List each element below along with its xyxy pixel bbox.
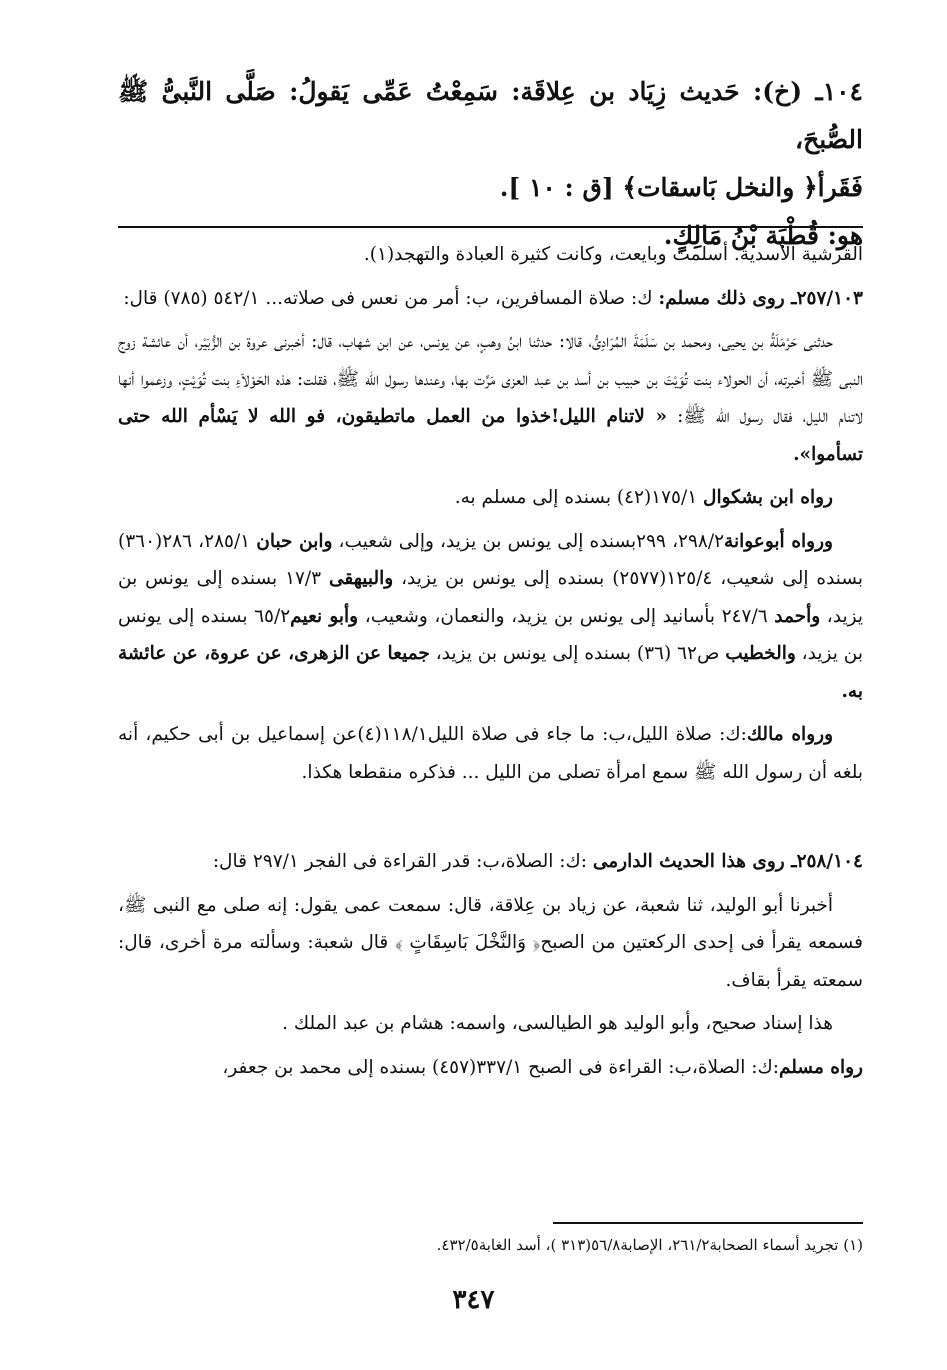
header-divider bbox=[118, 226, 863, 228]
paragraph-malik bbox=[118, 716, 863, 791]
source-name: ورواه مالك bbox=[746, 724, 834, 745]
source-name: وأحمد bbox=[774, 605, 821, 627]
paragraph-muslim-narration bbox=[118, 280, 863, 318]
footnote-divider bbox=[553, 1222, 863, 1224]
source-name: والخطيب bbox=[725, 643, 796, 664]
source-name: رواه ابن بشكوال bbox=[703, 487, 833, 508]
header-line-2: فَقَرأ﴿ والنخل بَاسقات﴾ [ق : ١٠ ]. bbox=[499, 173, 863, 202]
narration-source: ك: صلاة المسافرين، ب: أمر من نعس فى صلاته... ٥٤٢/١ (٧٨٥) قال: bbox=[123, 287, 659, 309]
narration-heading: ٢٥٨/١٠٤ـ روى هذا الحديث الدارمى bbox=[592, 851, 863, 872]
hadith-header bbox=[118, 68, 863, 260]
main-text bbox=[118, 236, 863, 1092]
narration-source: :ك: الصلاة،ب: قدر القراءة فى الفجر ٢٩٧/١ قال: bbox=[212, 851, 593, 872]
paragraph-other-sources bbox=[118, 523, 863, 711]
source-ref: ٢٩٨/٢، ٢٩٩بسنده إلى يونس بن يزيد، وإلى شعيب، bbox=[332, 530, 725, 552]
footnote: (١) تجريد أسماء الصحابة٢٦١/٢، الإصابة٥٦/٨(٣١٣ )، أسد الغابة٤٣٢/٥. bbox=[436, 1236, 863, 1254]
source-ref: ٢٤٧/٦ بأسانيد إلى يونس بن يزيد، والنعمان، وشعيب، bbox=[358, 605, 775, 627]
header-line-1: ١٠٤ـ (خ): حَديث زِيَاد بن عِلاقَة: سَمِعْتُ عَمِّى يَقولُ: صَلَّى النَّبىُّ ﷺ الصُّبحَ، bbox=[118, 77, 863, 154]
source-ref: ٢٨٥/١، ٢٨٦(٣٦٠) بسنده إلى شعيب، ١٢٥/٤(٢٥٧٧) بسنده إلى يونس بن يزيد، bbox=[118, 530, 864, 589]
source-name: وأبو نعيم bbox=[290, 605, 359, 627]
hadith-quote: « لاتنام الليل!خذوا من العمل ماتطيقون، فو الله لا يَسْأم الله حتى تسأموا». bbox=[118, 406, 863, 465]
hadith-chain: حدثنى حَرْمَلَةُ بن يحيى، ومحمد بن سَلَمَةَ المُرَادِىُّ، قالا: حدثنا ابنُ وهبٍ، عن يونس، عن ابن شهاب، قال: أخبرنى عروة بن الزُّبَيْر، أن عائشة زوج النبى ﷺ أخبرته، أن الحولاء بنت تُوَيْتَ بن حبيب بن أسد بن عبد العزى مَرَّت بها، وعندها رسول الله ﷺ، فقلت: هذه الحَوْلاَءِ بنت تُوَيْتٍ، وزعموا أنها لاتنام الليل، فقال رسول الله ﷺ: bbox=[118, 331, 863, 427]
paragraph-isnad-note: هذا إسناد صحيح، وأبو الوليد هو الطيالسى، واسمه: هشام بن عبد الملك . bbox=[282, 1013, 833, 1034]
source-name: ورواه أبوعوانة bbox=[724, 530, 833, 552]
paragraph-muslim-source bbox=[118, 1049, 863, 1087]
paragraph-hadith-text bbox=[118, 323, 863, 473]
source-ref: ص٦٢ (٣٦) بسنده إلى يونس بن يزيد، bbox=[429, 643, 726, 664]
header-line-3: هو: قُطْبَة بْنُ مَالِكٍ. bbox=[663, 221, 863, 250]
source-name: رواه مسلم bbox=[779, 1056, 863, 1078]
source-ref: ١٧/٣ بسنده إلى يونس بن يزيد، bbox=[118, 568, 863, 627]
source-name: والبيهقى bbox=[329, 568, 394, 589]
paragraph-darimi-narration bbox=[118, 843, 863, 881]
source-ref: ٦٥/٢ بسنده إلى يونس بن يزيد، bbox=[118, 605, 863, 664]
paragraph-darimi-text: أخبرنا أبو الوليد، ثنا شعبة، عن زياد بن عِلاقة، قال: سمعت عمى يقول: إنه صلى مع النبى ﷺ، فسمعه يقرأ فى إحدى الركعتين من الصبح﴿ وَالنَّخْلَ بَاسِقَاتٍ ﴾ قال شعبة: وسألته مرة أخرى، قال: سمعته يقرأ بقاف. bbox=[118, 894, 863, 991]
source-conclusion: جميعا عن الزهرى، عن عروة، عن عائشة به. bbox=[118, 643, 863, 702]
paragraph-ibn-bashkuwal bbox=[118, 479, 863, 517]
source-ref: ١٧٥/١(٤٢) بسنده إلى مسلم به. bbox=[454, 487, 704, 508]
source-ref: :ك: الصلاة،ب: القراءة فى الصبح ٣٣٧/١(٤٥٧) بسنده إلى محمد بن جعفر، bbox=[222, 1056, 779, 1078]
source-name: وابن حبان bbox=[256, 530, 333, 552]
page-number: ٣٤٧ bbox=[452, 1285, 495, 1315]
paragraph-biography: القرشية الأسدية. أسلمت وبايعت، وكانت كثيرة العبادة والتهجد(١). bbox=[363, 244, 863, 265]
narration-heading: ٢٥٧/١٠٣ـ روى ذلك مسلم: bbox=[658, 287, 863, 309]
source-ref: :ك: صلاة الليل،ب: ما جاء فى صلاة الليل١١٨/١(٤)عن إسماعيل بن أبى حكيم، أنه بلغه أن رسول الله ﷺ سمع امرأة تصلى من الليل ... فذكره منقطعا هكذا. bbox=[118, 724, 863, 783]
